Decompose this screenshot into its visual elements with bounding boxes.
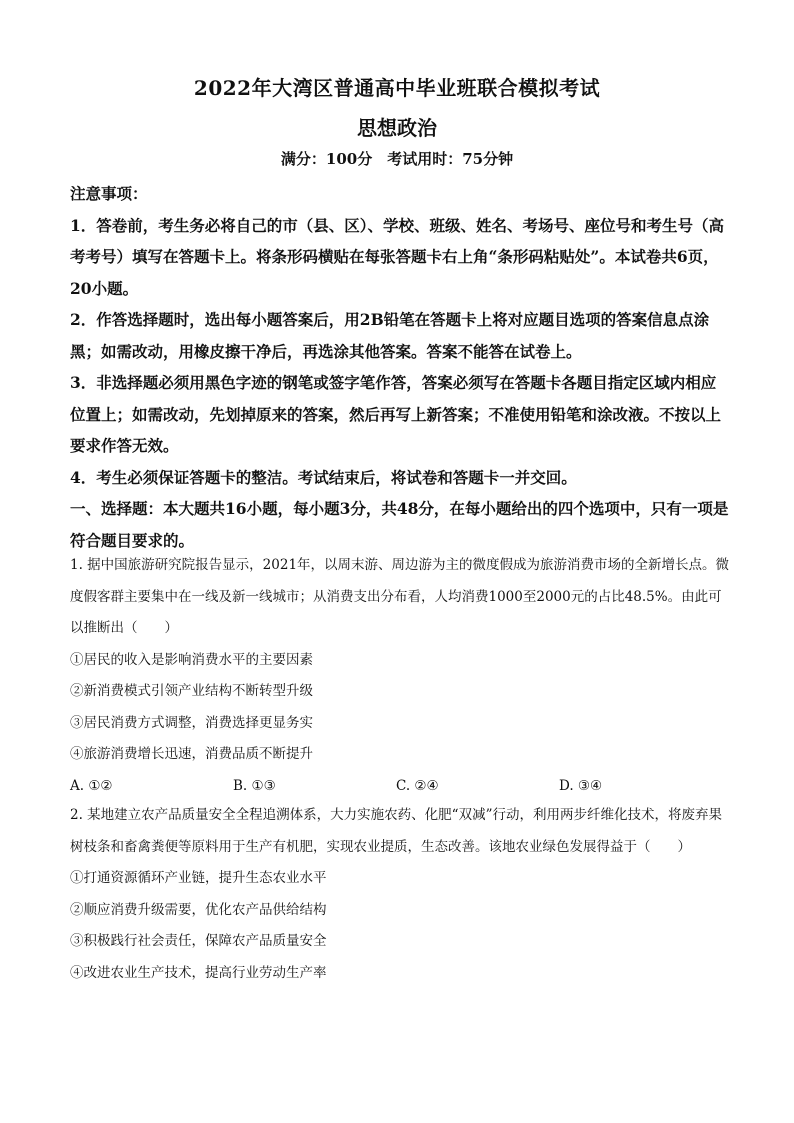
exam-meta: 满分：100分 考试用时：75分钟 — [280, 150, 514, 168]
question-stem: 1. 据中国旅游研究院报告显示，2021年，以周末游、周边游为主的微度假成为旅游消费市场的全新增长点。微度假客群主要集中在一线及新一线城市；从消费支出分布看，人均消费1000至2000元的占比48.5%。由此可以推断出（ ） — [70, 557, 730, 636]
instruction-item: 1．答卷前，考生务必将自己的市（县、区）、学校、班级、姓名、考场号、座位号和考生号（高考考号）填写在答题卡上。将条形码横贴在每张答题卡右上角“条形码粘贴处”。本试卷共6页，20小题。 — [70, 215, 725, 298]
option-d: D. ③④ — [559, 777, 603, 794]
question-2 — [70, 800, 732, 989]
answer-options — [70, 771, 732, 803]
subject-title: 思想政治 — [357, 116, 437, 140]
statement: ③积极践行社会责任，保障农产品质量安全 — [70, 933, 327, 949]
statement: ④旅游消费增长迅速，消费品质不断提升 — [70, 746, 313, 762]
statement: ①居民的收入是影响消费水平的主要因素 — [70, 651, 313, 668]
instructions — [70, 178, 730, 556]
instruction-item: 4．考生必须保证答题卡的整洁。考试结束后，将试卷和答题卡一并交回。 — [70, 467, 577, 487]
option-b: B. ①③ — [233, 777, 276, 794]
option-a: A. ①② — [70, 777, 113, 794]
question-stem: 2. 某地建立农产品质量安全全程追溯体系，大力实施农药、化肥“双减”行动，利用两步纤维化技术，将废弃果树枝条和畜禽粪便等原料用于生产有机肥，实现农业提质，生态改善。该地农业绿色发展得益于（ ） — [70, 807, 722, 855]
option-c: C. ②④ — [396, 777, 439, 794]
statement: ①打通资源循环产业链，提升生态农业水平 — [70, 870, 327, 886]
instructions-heading: 注意事项： — [70, 184, 148, 203]
statement: ④改进农业生产技术，提高行业劳动生产率 — [70, 964, 327, 981]
exam-title: 2022年大湾区普通高中毕业班联合模拟考试 — [193, 76, 601, 100]
instruction-item: 3．非选择题必须用黑色字迹的钢笔或签字笔作答，答案必须写在答题卡各题目指定区域内相应位置上；如需改动，先划掉原来的答案，然后再写上新答案；不准使用铅笔和涂改液。不按以上要求作答无效。 — [70, 373, 722, 455]
statement: ③居民消费方式调整，消费选择更显务实 — [70, 714, 313, 731]
section-heading: 一、选择题：本大题共16小题，每小题3分，共48分，在每小题给出的四个选项中，只有一项是符合题目要求的。 — [70, 499, 729, 550]
statement: ②顺应消费升级需要，优化农产品供给结构 — [70, 901, 327, 918]
question-1 — [70, 550, 732, 802]
statement: ②新消费模式引领产业结构不断转型升级 — [70, 683, 313, 699]
instruction-item: 2．作答选择题时，选出每小题答案后，用2B铅笔在答题卡上将对应题目选项的答案信息点涂黑；如需改动，用橡皮擦干净后，再选涂其他答案。答案不能答在试卷上。 — [70, 310, 710, 361]
